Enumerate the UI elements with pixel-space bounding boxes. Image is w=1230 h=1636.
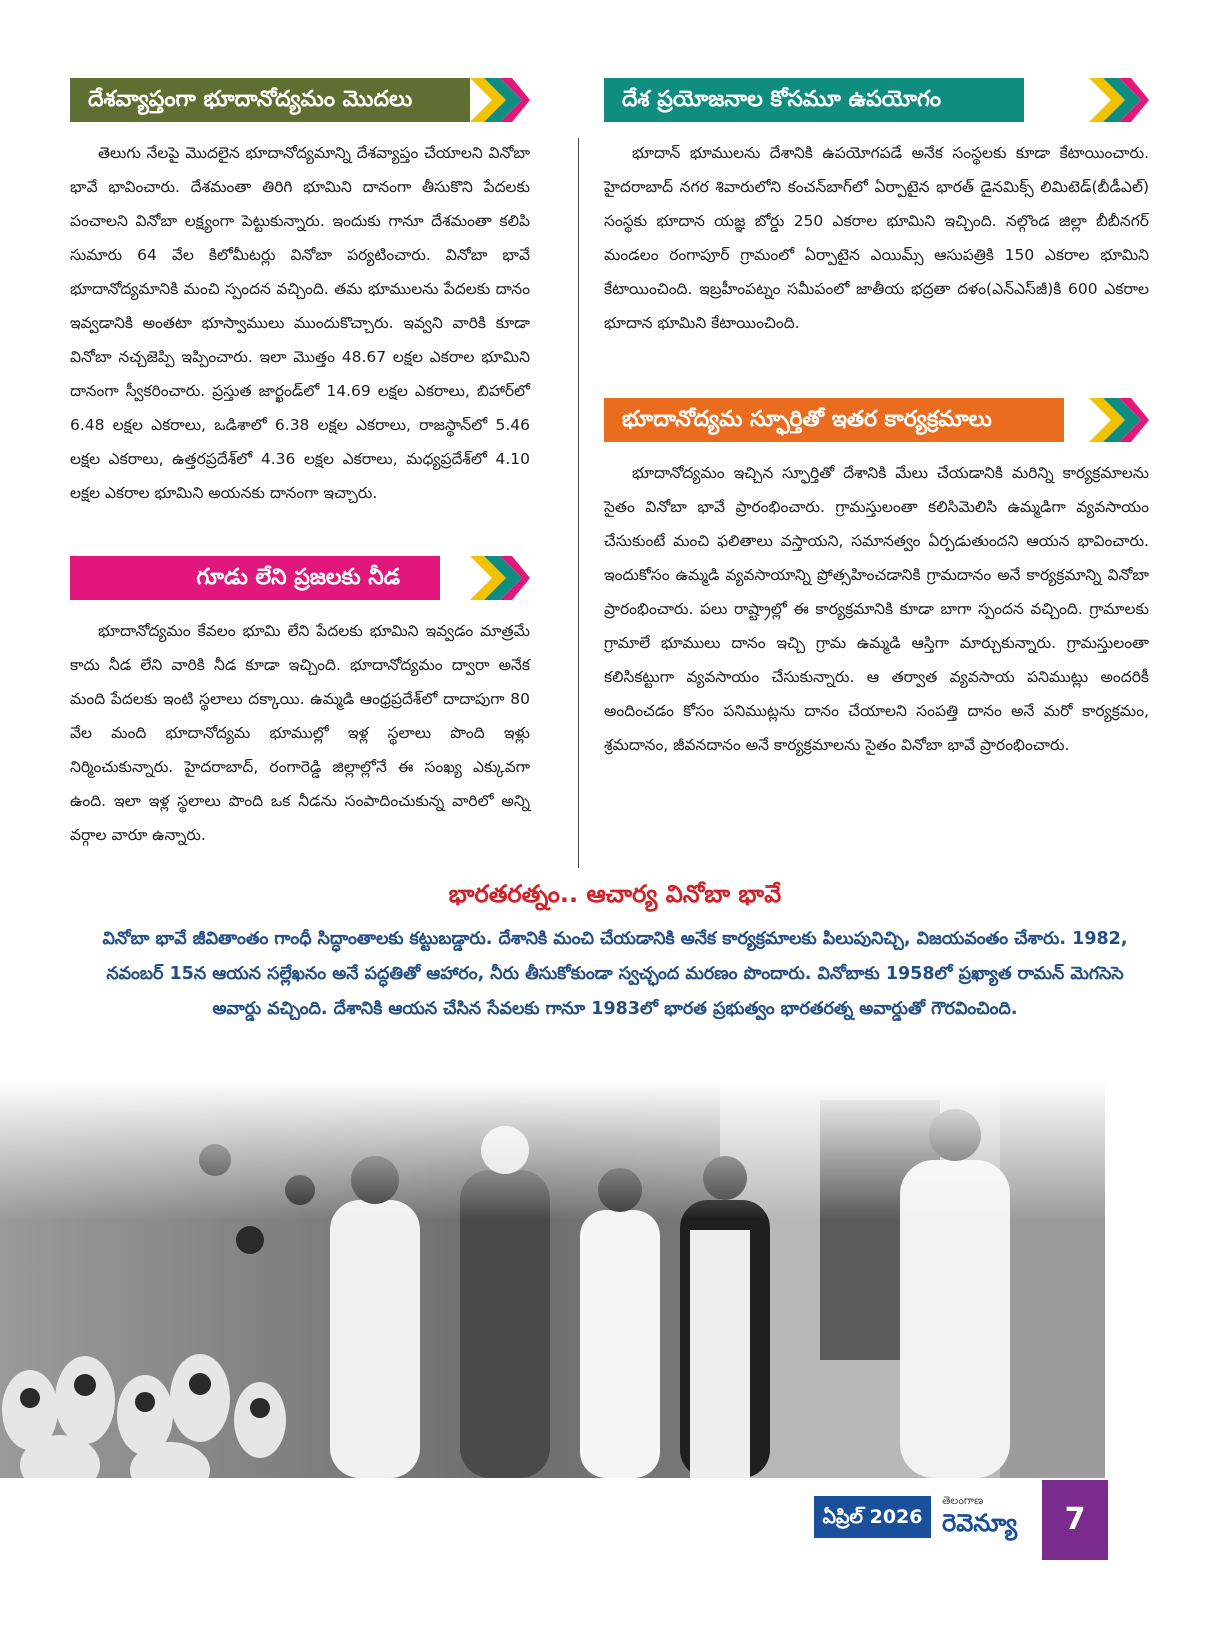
decorative-stripes-icon <box>1089 78 1149 122</box>
decorative-stripes-icon <box>470 78 530 122</box>
section-heading-bar <box>604 398 1149 442</box>
section-shelter <box>70 556 530 852</box>
decorative-stripes-icon <box>1089 398 1149 442</box>
crowd-photo-image <box>0 1080 1105 1478</box>
section-heading-bar <box>70 78 530 122</box>
section-heading-bar <box>70 556 530 600</box>
section-other-programs <box>604 398 1149 762</box>
bharat-ratna-text: వినోబా భావే జీవితాంతం గాంధీ సిద్ధాంతాలకు కట్టుబడ్డారు. దేశానికి మంచి చేయడానికి అనేక కార్యక్రమాలకు పిలుపునిచ్చి, విజయవంతం చేశారు. 1982, నవంబర్ 15న ఆయన సల్లేఖనం అనే పద్ధతితో ఆహారం, నీరు తీసుకోకుండా స్వచ్ఛంద మరణం పొందారు. వినోబాకు 1958లో ప్రఖ్యాత రామన్ మెగసెసె అవార్డు వచ్చింది. దేశానికి ఆయన చేసిన సేవలకు గానూ 1983లో భారత ప్రభుత్వం భారతరత్న అవార్డుతో గౌరవించింది. <box>102 929 1128 1019</box>
section-national-use <box>604 78 1149 388</box>
section-heading: భూదానోద్యమ స్ఫూర్తితో ఇతర కార్యక్రమాలు <box>604 398 1064 442</box>
section-body: భూదానోద్యమం కేవలం భూమి లేని పేదలకు భూమిని ఇవ్వడం మాత్రమే కాదు నీడ లేని వారికి నీడ కూడా ఇచ్చింది. భూదానోద్యమం ద్వారా అనేక మంది పేదలకు ఇంటి స్థలాలు దక్కాయి. ఉమ్మడి ఆంధ్రప్రదేశ్‌లో దాదాపుగా 80 వేల మంది భూదానోద్యమ భూముల్లో ఇళ్ల స్థలాలు పొంది ఇళ్లు నిర్మించుకున్నారు. హైదరాబాద్, రంగారెడ్డి జిల్లాల్లోనే ఈ సంఖ్య ఎక్కువగా ఉంది. ఇలా ఇళ్ల స్థలాలు పొంది ఒక నీడను సంపాదించుకున్న వారిలో అన్ని వర్గాల వారూ ఉన్నారు. <box>70 622 530 844</box>
magazine-state-label: తెలంగాణ <box>942 1494 984 1507</box>
column-divider <box>578 138 579 868</box>
section-heading-bar <box>604 78 1149 122</box>
section-heading: గూడు లేని ప్రజలకు నీడ <box>70 556 440 600</box>
bharat-ratna-title: భారతరత్నం.. ఆచార్య వినోబా భావే <box>448 880 782 908</box>
magazine-name: రెవెన్యూ <box>942 1509 1018 1537</box>
section-body: తెలుగు నేలపై మొదలైన భూదానోద్యమాన్ని దేశవ్యాప్తం చేయాలని వినోబా భావే భావించారు. దేశమంతా తిరిగి భూమిని దానంగా తీసుకొని పేదలకు పంచాలని వినోబా లక్ష్యంగా పెట్టుకున్నారు. ఇందుకు గానూ దేశమంతా కలిపి సుమారు 64 వేల కిలోమీటర్లు వినోబా పర్యటించారు. వినోబా భావే భూదానోద్యమానికి మంచి స్పందన వచ్చింది. తమ భూములను పేదలకు దానం ఇవ్వడానికి అంతటా భూస్వాములు ముందుకొచ్చారు. ఇవ్వని వారికి కూడా వినోబా నచ్చజెప్పి ఇప్పించారు. ఇలా మొత్తం 48.67 లక్షల ఎకరాల భూమిని దానంగా స్వీకరించారు. ప్రస్తుత జార్ఖండ్‌లో 14.69 లక్షల ఎకరాలు, బిహార్‌లో 6.48 లక్షల ఎకరాలు, ఒడిశాలో 6.38 లక్షల ఎకరాలు, రాజస్థాన్‌లో 5.46 లక్షల ఎకరాలు, ఉత్తరప్రదేశ్‌లో 4.36 లక్షల ఎకరాలు, మధ్యప్రదేశ్‌లో 4.10 లక్షల ఎకరాల భూమిని అయనకు దానంగా ఇచ్చారు. <box>70 144 530 502</box>
page-number: 7 <box>1042 1480 1108 1560</box>
section-heading: దేశవ్యాప్తంగా భూదానోద్యమం మొదలు <box>70 78 470 122</box>
section-body: భూదాన్ భూములను దేశానికి ఉపయోగపడే అనేక సంస్థలకు కూడా కేటాయించారు. హైదరాబాద్ నగర శివారులోని కంచన్‌బాగ్‌లో ఏర్పాటైన భారత్ డైనమిక్స్ లిమిటెడ్(బీడీఎల్) సంస్థకు భూదాన యజ్ఞ బోర్డు 250 ఎకరాల భూమిని ఇచ్చింది. నల్గొండ జిల్లా బీబీనగర్ మండలం రంగాపూర్ గ్రామంలో ఏర్పాటైన ఎయిమ్స్ ఆసుపత్రికి 150 ఎకరాల భూమిని కేటాయించింది. ఇబ్రహీంపట్నం సమీపంలో జాతీయ భద్రతా దళం(ఎన్ఎస్‌జీ)కి 600 ఎకరాల భూదాన భూమిని కేటాయించింది. <box>604 144 1149 332</box>
issue-date: ఏప్రిల్ 2026 <box>814 1496 931 1538</box>
bharat-ratna-box <box>100 880 1130 1027</box>
section-heading: దేశ ప్రయోజనాల కోసమూ ఉపయోగం <box>604 78 1024 122</box>
section-nationwide-bhoodan <box>70 78 530 548</box>
right-column <box>604 78 1149 762</box>
section-body: భూదానోద్యమం ఇచ్చిన స్ఫూర్తితో దేశానికి మేలు చేయడానికి మరిన్ని కార్యక్రమాలను సైతం వినోబా భావే ప్రారంభించారు. గ్రామస్తులంతా కలిసిమెలిసి ఉమ్మడిగా వ్యవసాయం చేసుకుంటే మంచి ఫలితాలు వస్తాయని, సమానత్వం ఏర్పడుతుందని ఆయన భావించారు. ఇందుకోసం ఉమ్మడి వ్యవసాయాన్ని ప్రోత్సహించడానికి గ్రామదానం అనే కార్యక్రమాన్ని వినోబా ప్రారంభించారు. పలు రాష్ట్రాల్లో ఈ కార్యక్రమానికి కూడా బాగా స్పందన వచ్చింది. గ్రామాలకు గ్రామాలే భూములు దానం ఇచ్చి గ్రామ ఉమ్మడి ఆస్తిగా మార్చుకున్నారు. గ్రామస్తులంతా కలిసికట్టుగా వ్యవసాయం చేసుకున్నారు. ఆ తర్వాత వ్యవసాయ పనిముట్లు అందరికీ అందించడం కోసం పనిముట్లను దానం చేయాలని సంపత్తి దానం అనే మరో కార్యక్రమం, శ్రమదానం, జీవనదానం అనే కార్యక్రమాలను సైతం వినోబా భావే ప్రారంభించారు. <box>604 464 1149 754</box>
historical-photo <box>0 1080 1105 1478</box>
decorative-stripes-icon <box>470 556 530 600</box>
left-column <box>70 78 530 852</box>
magazine-logo <box>942 1494 1032 1540</box>
